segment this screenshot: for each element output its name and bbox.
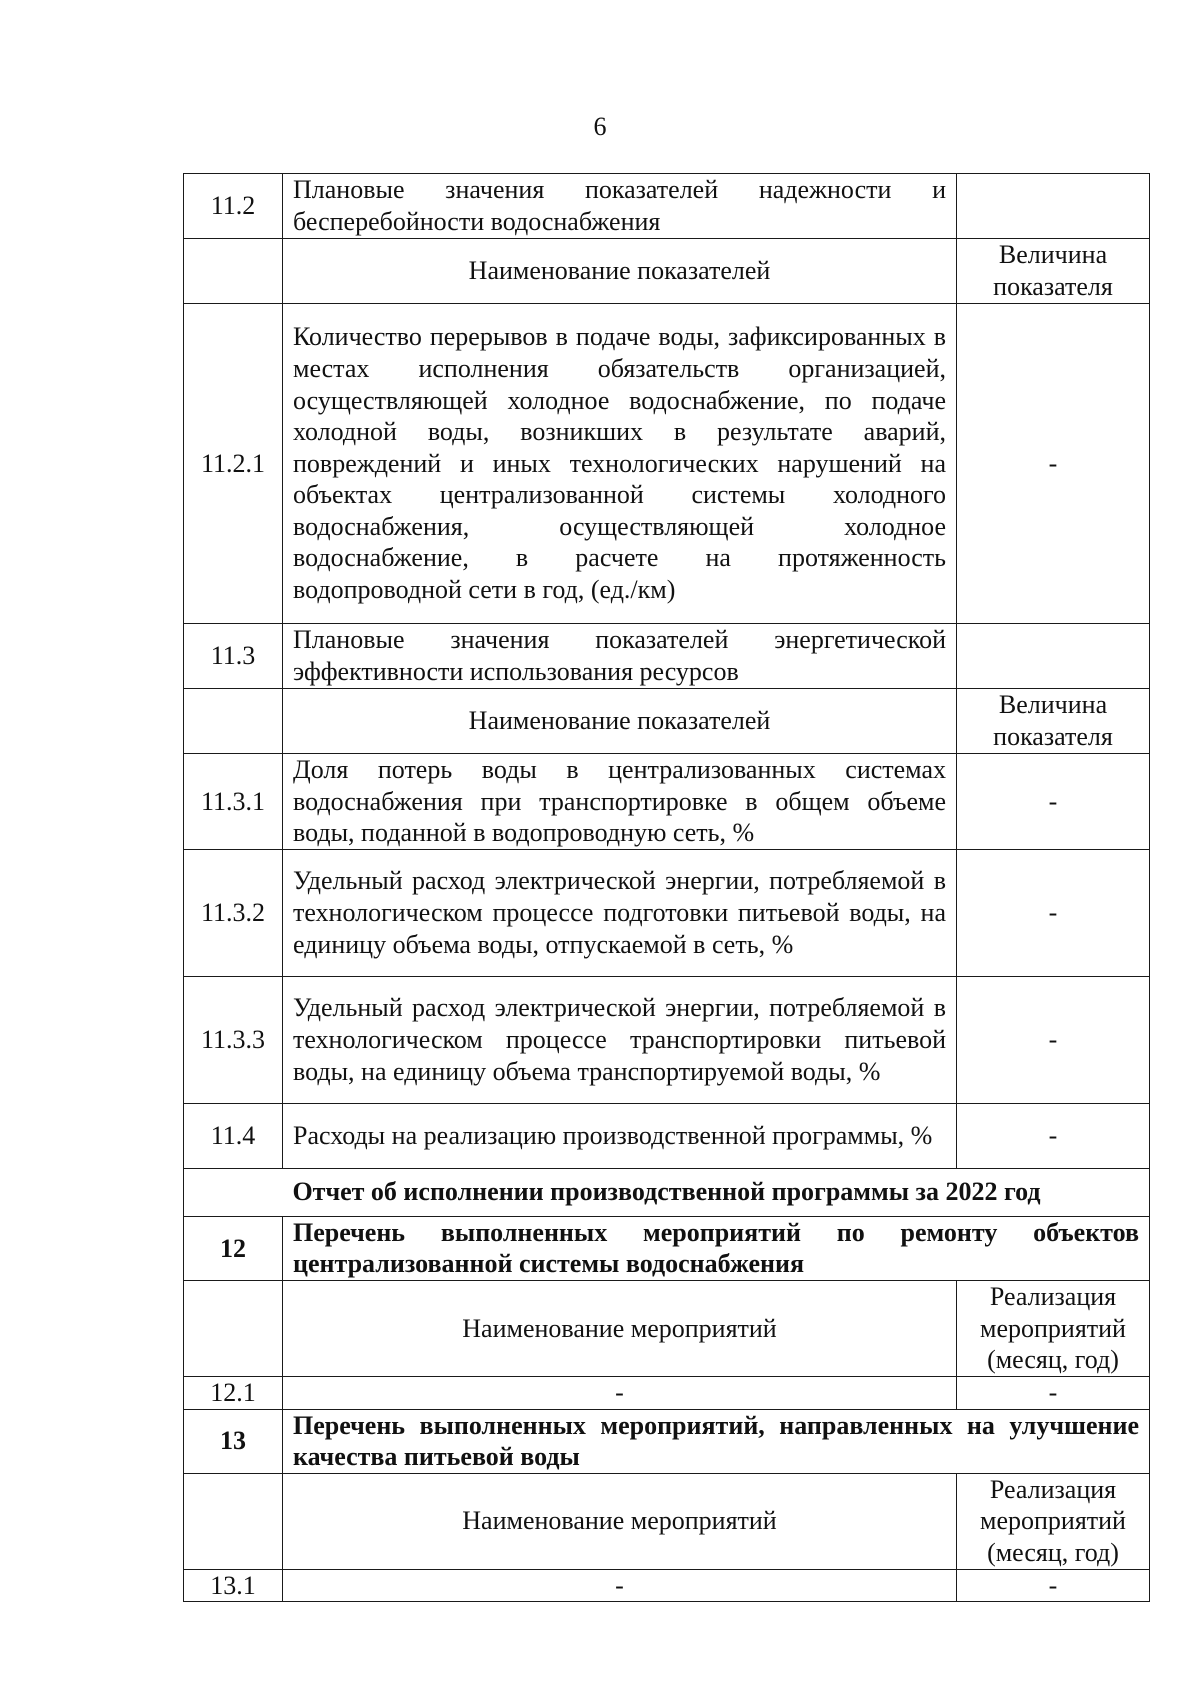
column-header-value: Величина показателя [957, 239, 1150, 304]
row-text: Перечень выполненных мероприятий, направленных на улучшение качества питьевой воды [283, 1409, 1150, 1473]
row-text: - [283, 1376, 957, 1409]
row-number: 11.2 [184, 174, 283, 239]
column-header-value: Реализация мероприятий (месяц, год) [957, 1280, 1150, 1376]
row-number [184, 1473, 283, 1569]
column-header-value: Реализация мероприятий (месяц, год) [957, 1473, 1150, 1569]
column-header-name: Наименование мероприятий [283, 1473, 957, 1569]
header-row-measures [184, 1280, 1150, 1376]
row-number: 12.1 [184, 1376, 283, 1409]
row-text: Расходы на реализацию производственной программы, % [283, 1103, 957, 1168]
column-header-name: Наименование показателей [283, 689, 957, 754]
row-value: - [957, 1103, 1150, 1168]
row-text: Плановые значения показателей надежности и бесперебойности водоснабжения [283, 174, 957, 239]
row-12 [184, 1216, 1150, 1280]
report-title: Отчет об исполнении производственной программы за 2022 год [184, 1168, 1150, 1216]
row-number: 11.3.3 [184, 976, 283, 1103]
header-row-indicators [184, 239, 1150, 304]
row-number: 13.1 [184, 1569, 283, 1602]
row-value: - [957, 304, 1150, 624]
row-number: 13 [184, 1409, 283, 1473]
row-text: - [283, 1569, 957, 1602]
column-header-name: Наименование показателей [283, 239, 957, 304]
report-title-row [184, 1168, 1150, 1216]
header-row-indicators [184, 689, 1150, 754]
row-number [184, 689, 283, 754]
row-11-4 [184, 1103, 1150, 1168]
row-value: - [957, 1376, 1150, 1409]
row-text: Удельный расход электрической энергии, потребляемой в технологическом процессе транспортировки питьевой воды, на единицу объема транспортируемой воды, % [283, 976, 957, 1103]
row-number: 12 [184, 1216, 283, 1280]
row-value: - [957, 976, 1150, 1103]
row-11-2 [184, 174, 1150, 239]
page-number: 6 [593, 112, 607, 141]
row-number: 11.3 [184, 624, 283, 689]
row-text: Удельный расход электрической энергии, потребляемой в технологическом процессе подготовки питьевой воды, на единицу объема воды, отпускаемой в сеть, % [283, 849, 957, 976]
row-number [184, 239, 283, 304]
row-text: Перечень выполненных мероприятий по ремонту объектов централизованной системы водоснабжения [283, 1216, 1150, 1280]
row-value: - [957, 1569, 1150, 1602]
row-11-3 [184, 624, 1150, 689]
row-number [184, 1280, 283, 1376]
row-number: 11.3.2 [184, 849, 283, 976]
row-value: - [957, 849, 1150, 976]
column-header-value: Величина показателя [957, 689, 1150, 754]
row-number: 11.4 [184, 1103, 283, 1168]
row-text: Количество перерывов в подаче воды, зафиксированных в местах исполнения обязательств организацией, осуществляющей холодное водоснабжение, по подаче холодной воды, возникших в результате аварий, повреждений и иных технологических нарушений на объектах централизованной системы холодного водоснабжения, осуществляющей холодное водоснабжение, в расчете на протяженность водопроводной сети в год, (ед./км) [283, 304, 957, 624]
row-11-2-1 [184, 304, 1150, 624]
row-number: 11.2.1 [184, 304, 283, 624]
row-11-3-2 [184, 849, 1150, 976]
header-row-measures [184, 1473, 1150, 1569]
row-text: Плановые значения показателей энергетической эффективности использования ресурсов [283, 624, 957, 689]
row-12-1 [184, 1376, 1150, 1409]
row-11-3-1 [184, 754, 1150, 850]
row-11-3-3 [184, 976, 1150, 1103]
row-value: - [957, 754, 1150, 850]
row-text: Доля потерь воды в централизованных системах водоснабжения при транспортировке в общем объеме воды, поданной в водопроводную сеть, % [283, 754, 957, 850]
row-13-1 [184, 1569, 1150, 1602]
row-13 [184, 1409, 1150, 1473]
row-number: 11.3.1 [184, 754, 283, 850]
column-header-name: Наименование мероприятий [283, 1280, 957, 1376]
program-table [183, 173, 1150, 1602]
row-value [957, 174, 1150, 239]
row-value [957, 624, 1150, 689]
